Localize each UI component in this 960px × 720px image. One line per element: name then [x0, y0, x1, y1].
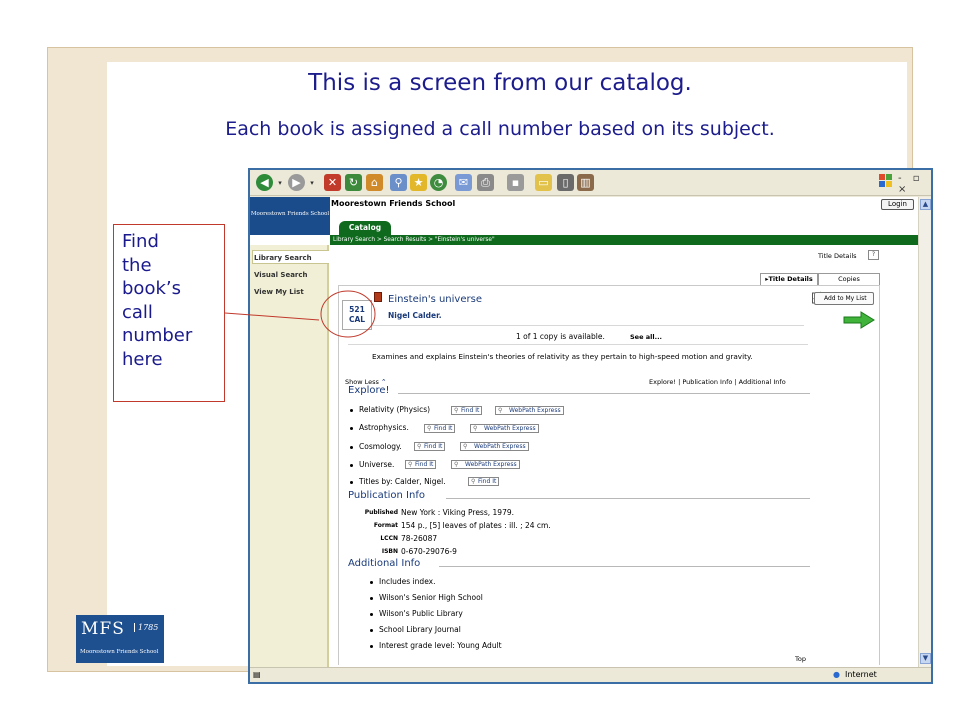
print-icon[interactable]: ⎙: [477, 174, 494, 191]
sidebar-item-library-search[interactable]: Library Search: [254, 254, 312, 262]
tab-title-details[interactable]: ▸Title Details: [760, 273, 818, 285]
see-all-link[interactable]: See all...: [630, 333, 663, 341]
scroll-up-icon[interactable]: ▲: [920, 199, 931, 210]
home-icon[interactable]: ⌂: [366, 174, 383, 191]
back-dropdown-icon[interactable]: ▾: [278, 178, 282, 187]
publication-heading: Publication Info: [348, 490, 425, 501]
call-number-class: 521: [349, 305, 365, 314]
webpath-express-label: WebPath Express: [474, 443, 526, 450]
published-value: New York : Viking Press, 1979.: [401, 508, 514, 517]
breadcrumb[interactable]: Library Search > Search Results > "Einstein's universe": [330, 235, 918, 245]
webpath-express-button[interactable]: [451, 460, 520, 469]
history-icon[interactable]: ◔: [430, 174, 447, 191]
edit-icon[interactable]: ▪: [507, 174, 524, 191]
find-it-label: Find It: [478, 478, 497, 485]
next-arrow-icon[interactable]: [843, 311, 875, 329]
title-details-label: Title Details: [818, 252, 857, 260]
magnifier-icon: ⚲: [454, 461, 459, 468]
tab-title-details-label: Title Details: [768, 275, 813, 283]
find-it-button[interactable]: [468, 477, 499, 486]
login-button[interactable]: Login: [881, 199, 914, 210]
additional-item-label: School Library Journal: [379, 625, 461, 634]
webpath-express-label: WebPath Express: [465, 461, 517, 468]
help-button[interactable]: ?: [868, 250, 879, 260]
find-it-label: Find It: [461, 407, 480, 414]
section-rule: [439, 566, 810, 567]
callout-line: Find: [122, 231, 159, 252]
show-less-label: Show Less: [345, 378, 379, 386]
explore-item[interactable]: [350, 477, 446, 486]
annotation-callout: [113, 224, 225, 402]
discuss-icon[interactable]: ▭: [535, 174, 552, 191]
find-it-button[interactable]: [414, 442, 445, 451]
explore-heading: Explore!: [348, 385, 390, 396]
callout-line: the: [122, 254, 152, 276]
magnifier-icon: ⚲: [427, 425, 432, 432]
forward-icon[interactable]: ▶: [288, 174, 305, 191]
logo-school-name: Moorestown Friends School: [80, 649, 159, 655]
messenger-icon[interactable]: ▥: [577, 174, 594, 191]
web-page: [250, 197, 918, 667]
additional-item: [370, 641, 502, 650]
sidebar-item-view-my-list[interactable]: View My List: [254, 288, 304, 296]
explore-item-label: Relativity (Physics): [359, 405, 431, 414]
book-summary: Examines and explains Einstein's theories of relativity as they pertain to high-speed motion and gravity.: [372, 352, 753, 361]
sidebar: [250, 245, 329, 667]
back-icon[interactable]: ◀: [256, 174, 273, 191]
webpath-express-button[interactable]: [470, 424, 539, 433]
webpath-express-button[interactable]: [495, 406, 564, 415]
explore-item-label: Titles by: Calder, Nigel.: [359, 477, 446, 486]
additional-item-label: Interest grade level: Young Adult: [379, 641, 502, 650]
isbn-label: ISBN: [381, 548, 398, 555]
windows-logo-icon: [878, 173, 894, 189]
school-logo: [76, 615, 164, 663]
section-links[interactable]: Explore! | Publication Info | Additional Info: [649, 378, 786, 386]
format-label: Format: [373, 522, 398, 529]
additional-item: [370, 625, 461, 634]
callout-line: call: [122, 301, 153, 323]
call-number-cutter: CAL: [348, 315, 366, 324]
sidebar-item-visual-search[interactable]: Visual Search: [254, 271, 308, 279]
magnifier-icon: ⚲: [463, 443, 468, 450]
magnifier-icon: ⚲: [473, 425, 478, 432]
favorites-icon[interactable]: ★: [410, 174, 427, 191]
tab-copies[interactable]: Copies: [818, 273, 880, 285]
magnifier-icon: ⚲: [408, 461, 413, 468]
explore-item-label: Astrophysics.: [359, 423, 409, 432]
divider: [348, 344, 808, 345]
browser-window: [248, 168, 933, 684]
site-banner[interactable]: Moorestown Friends School: [250, 197, 330, 235]
security-zone: Internet: [845, 670, 877, 679]
section-rule: [398, 393, 810, 394]
additional-item: [370, 577, 436, 586]
section-rule: [446, 498, 810, 499]
callout-line: book’s: [122, 278, 181, 299]
mail-icon[interactable]: ✉: [455, 174, 472, 191]
divider: [372, 325, 804, 326]
isbn-value: 0-670-29076-9: [401, 547, 457, 556]
refresh-icon[interactable]: ↻: [345, 174, 362, 191]
logo-mark: MFS: [81, 619, 125, 639]
browser-toolbar: [250, 170, 931, 196]
webpath-express-label: WebPath Express: [484, 425, 536, 432]
research-icon[interactable]: ▯: [557, 174, 574, 191]
webpath-express-button[interactable]: [460, 442, 529, 451]
additional-item-label: Wilson's Senior High School: [379, 593, 483, 602]
find-it-label: Find It: [424, 443, 443, 450]
call-number-box: [342, 300, 372, 330]
search-icon[interactable]: ⚲: [390, 174, 407, 191]
book-icon: [374, 292, 382, 302]
find-it-button[interactable]: [424, 424, 455, 433]
additional-item: [370, 609, 463, 618]
additional-item-label: Wilson's Public Library: [379, 609, 463, 618]
lccn-label: LCCN: [380, 535, 398, 542]
find-it-button[interactable]: [405, 460, 436, 469]
stop-icon[interactable]: ✕: [324, 174, 341, 191]
magnifier-icon: ⚲: [454, 407, 459, 414]
page-icon: ▤: [253, 670, 261, 679]
copies-availability: 1 of 1 copy is available.: [516, 332, 605, 341]
title-details-panel: [338, 285, 880, 665]
explore-item[interactable]: [350, 442, 402, 451]
explore-item[interactable]: [350, 423, 409, 432]
explore-item-label: Universe.: [359, 460, 395, 469]
published-label: Published: [364, 509, 398, 516]
scroll-down-icon[interactable]: ▼: [920, 653, 931, 664]
lccn-value: 78-26087: [401, 534, 438, 543]
tab-catalog[interactable]: Catalog: [339, 221, 391, 235]
window-controls[interactable]: - ▫ ×: [898, 173, 924, 195]
magnifier-icon: ⚲: [417, 443, 422, 450]
callout-line: number: [122, 325, 193, 346]
add-to-my-list-button[interactable]: Add to My List: [814, 292, 874, 305]
globe-icon: ●: [833, 670, 840, 679]
top-link[interactable]: Top: [795, 655, 806, 663]
additional-item: [370, 593, 483, 602]
webpath-express-label: WebPath Express: [509, 407, 561, 414]
explore-item[interactable]: [350, 460, 394, 469]
site-name: Moorestown Friends School: [331, 199, 456, 208]
logo-year: 1785: [134, 623, 158, 632]
additional-item-label: Includes index.: [379, 577, 436, 586]
forward-dropdown-icon[interactable]: ▾: [310, 178, 314, 187]
explore-item-label: Cosmology.: [359, 442, 402, 451]
slide-subtitle: Each book is assigned a call number based on its subject.: [225, 118, 775, 140]
slide-title: This is a screen from our catalog.: [308, 70, 692, 96]
magnifier-icon: ⚲: [471, 478, 476, 485]
book-title: Einstein's universe: [388, 294, 482, 305]
callout-line: here: [122, 348, 163, 370]
find-it-label: Find It: [434, 425, 453, 432]
status-bar: [250, 667, 931, 682]
find-it-button[interactable]: [451, 406, 482, 415]
book-author[interactable]: Nigel Calder.: [388, 311, 442, 320]
explore-item[interactable]: [350, 405, 430, 414]
vertical-scrollbar[interactable]: [918, 197, 931, 667]
format-value: 154 p., [5] leaves of plates : ill. ; 24 cm.: [401, 521, 551, 530]
additional-heading: Additional Info: [348, 558, 421, 569]
chevron-up-icon: ⌃: [380, 378, 387, 386]
find-it-label: Find It: [415, 461, 434, 468]
magnifier-icon: ⚲: [498, 407, 503, 414]
